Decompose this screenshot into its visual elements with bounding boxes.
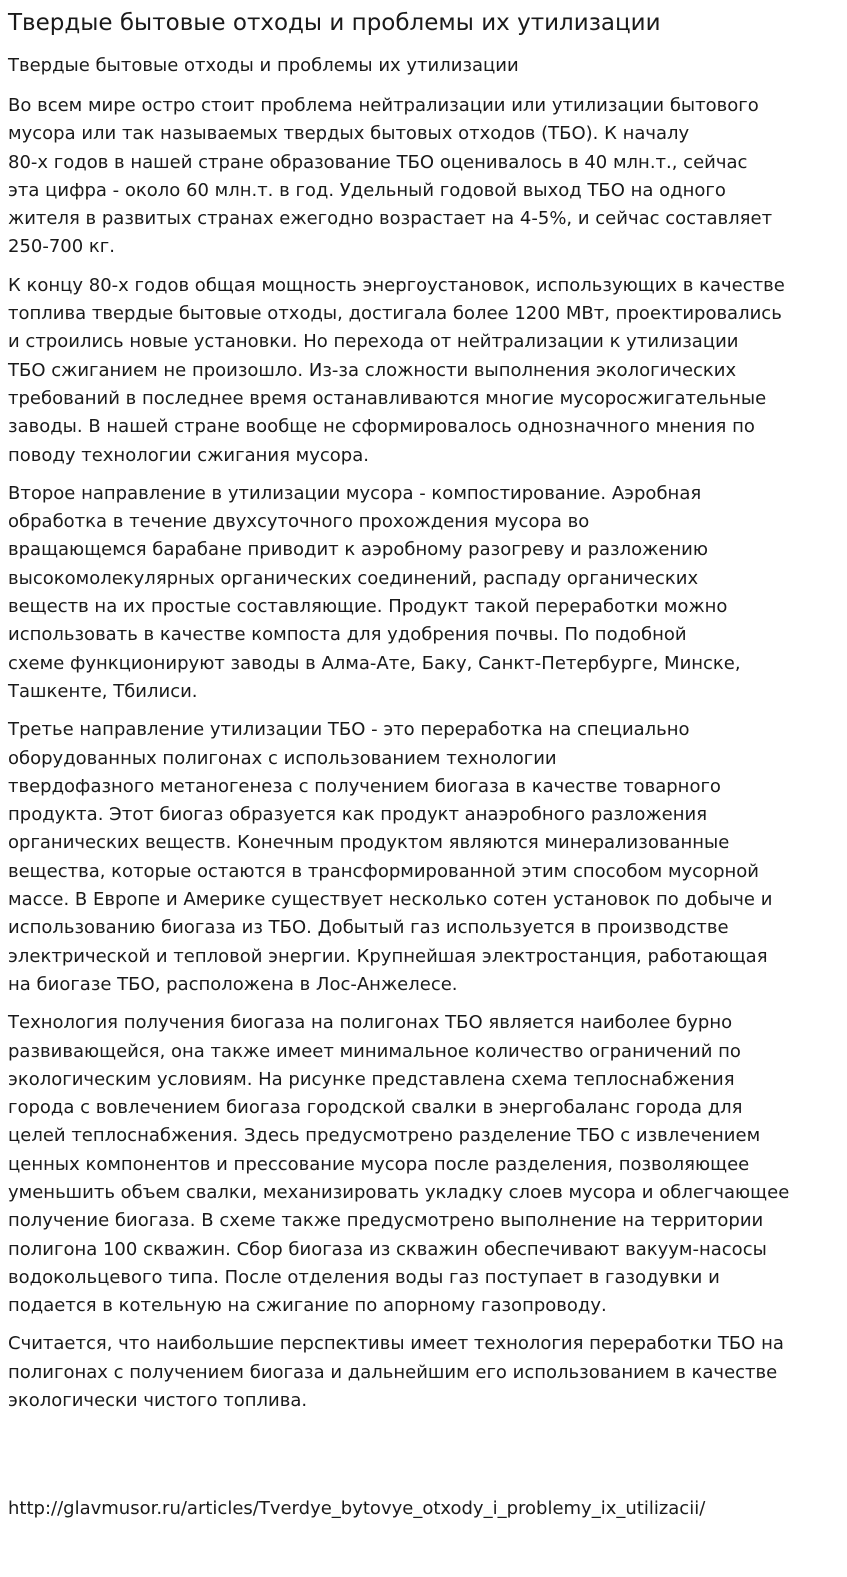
text-line: вращающемся барабане приводит к аэробному разогреву и разложению: [8, 539, 709, 561]
text-line: электрической и тепловой энергии. Крупнейшая электростанция, работающая: [8, 945, 768, 967]
article-body: [8, 92, 839, 1415]
article-subtitle: Твердые бытовые отходы и проблемы их утилизации: [8, 55, 519, 76]
text-line: 250-700 кг.: [8, 236, 115, 258]
page-title: Твердые бытовые отходы и проблемы их утилизации: [8, 10, 661, 36]
text-line: полигона 100 скважин. Сбор биогаза из скважин обеспечивают вакуум-насосы: [8, 1238, 767, 1260]
text-line: экологически чистого топлива.: [8, 1390, 308, 1412]
text-line: Во всем мире остро стоит проблема нейтрализации или утилизации бытового: [8, 95, 759, 116]
text-line: Второе направление в утилизации мусора - компостирование. Аэробная: [8, 482, 702, 504]
text-line: использованию биогаза из ТБО. Добытый газ используется в производстве: [8, 917, 729, 939]
text-line: оборудованных полигонах с использованием технологии: [8, 747, 557, 769]
text-line: развивающейся, она также имеет минимальное количество ограничений по: [8, 1040, 741, 1062]
text-line: массе. В Европе и Америке существует несколько сотен установок по добыче и: [8, 889, 773, 911]
text-line: мусора или так называемых твердых бытовых отходов (ТБО). К началу: [8, 123, 690, 145]
text-line: уменьшить объем свалки, механизировать укладку слоев мусора и облегчающее: [8, 1181, 790, 1203]
text-line: веществ на их простые составляющие. Продукт такой переработки можно: [8, 596, 728, 618]
text-line: топлива твердые бытовые отходы, достигала более 1200 МВт, проектировались: [8, 303, 782, 325]
paragraph-6: [8, 1330, 839, 1415]
text-line: Считается, что наибольшие перспективы имеет технология переработки ТБО на: [8, 1333, 784, 1355]
text-line: полигонах с получением биогаза и дальнейшим его использованием в качестве: [8, 1361, 778, 1383]
paragraph-4: [8, 716, 839, 999]
text-line: подается в котельную на сжигание по апорному газопроводу.: [8, 1295, 607, 1317]
text-line: получение биогаза. В схеме также предусмотрено выполнение на территории: [8, 1210, 764, 1232]
paragraph-1: [8, 92, 839, 262]
text-line: ТБО сжиганием не произошло. Из-за сложности выполнения экологических: [8, 359, 737, 381]
text-line: схеме функционируют заводы в Алма-Ате, Баку, Санкт-Петербурге, Минске,: [8, 652, 741, 674]
text-line: поводу технологии сжигания мусора.: [8, 444, 369, 466]
text-line: ценных компонентов и прессование мусора после разделения, позволяющее: [8, 1153, 750, 1175]
text-line: целей теплоснабжения. Здесь предусмотрено разделение ТБО с извлечением: [8, 1125, 761, 1147]
text-line: обработка в течение двухсуточного прохождения мусора во: [8, 511, 590, 533]
text-line: заводы. В нашей стране вообще не сформировалось однозначного мнения по: [8, 416, 755, 438]
text-line: жителя в развитых странах ежегодно возрастает на 4-5%, и сейчас составляет: [8, 208, 773, 230]
text-line: экологическим условиям. На рисунке представлена схема теплоснабжения: [8, 1068, 735, 1090]
text-line: использовать в качестве компоста для удобрения почвы. По подобной: [8, 624, 687, 646]
text-line: на биогазе ТБО, расположена в Лос-Анжелесе.: [8, 973, 458, 995]
paragraph-2: [8, 272, 839, 470]
text-line: вещества, которые остаются в трансформированной этим способом мусорной: [8, 860, 759, 882]
text-line: эта цифра - около 60 млн.т. в год. Удельный годовой выход ТБО на одного: [8, 179, 726, 201]
text-line: города с вовлечением биогаза городской свалки в энергобаланс города для: [8, 1097, 743, 1119]
text-line: водокольцевого типа. После отделения воды газ поступает в газодувки и: [8, 1266, 720, 1288]
text-line: Третье направление утилизации ТБО - это переработка на специально: [8, 719, 690, 741]
text-line: высокомолекулярных органических соединений, распаду органических: [8, 567, 699, 589]
text-line: Ташкенте, Тбилиси.: [8, 680, 198, 702]
text-line: К концу 80-х годов общая мощность энергоустановок, использующих в качестве: [8, 274, 785, 296]
paragraph-3: [8, 480, 839, 706]
paragraph-5: [8, 1009, 839, 1320]
text-line: продукта. Этот биогаз образуется как продукт анаэробного разложения: [8, 804, 708, 826]
text-line: Технология получения биогаза на полигонах ТБО является наиболее бурно: [8, 1012, 733, 1034]
text-line: органических веществ. Конечным продуктом являются минерализованные: [8, 832, 730, 854]
text-line: 80-х годов в нашей стране образование ТБО оценивалось в 40 млн.т., сейчас: [8, 151, 748, 173]
text-line: и строились новые установки. Но перехода от нейтрализации к утилизации: [8, 331, 739, 353]
text-line: требований в последнее время останавливаются многие мусоросжигательные: [8, 387, 767, 409]
source-url: http://glavmusor.ru/articles/Tverdye_bytovye_otxody_i_problemy_ix_utilizacii/: [8, 1498, 706, 1519]
text-line: твердофазного метаногенеза с получением биогаза в качестве товарного: [8, 775, 721, 797]
